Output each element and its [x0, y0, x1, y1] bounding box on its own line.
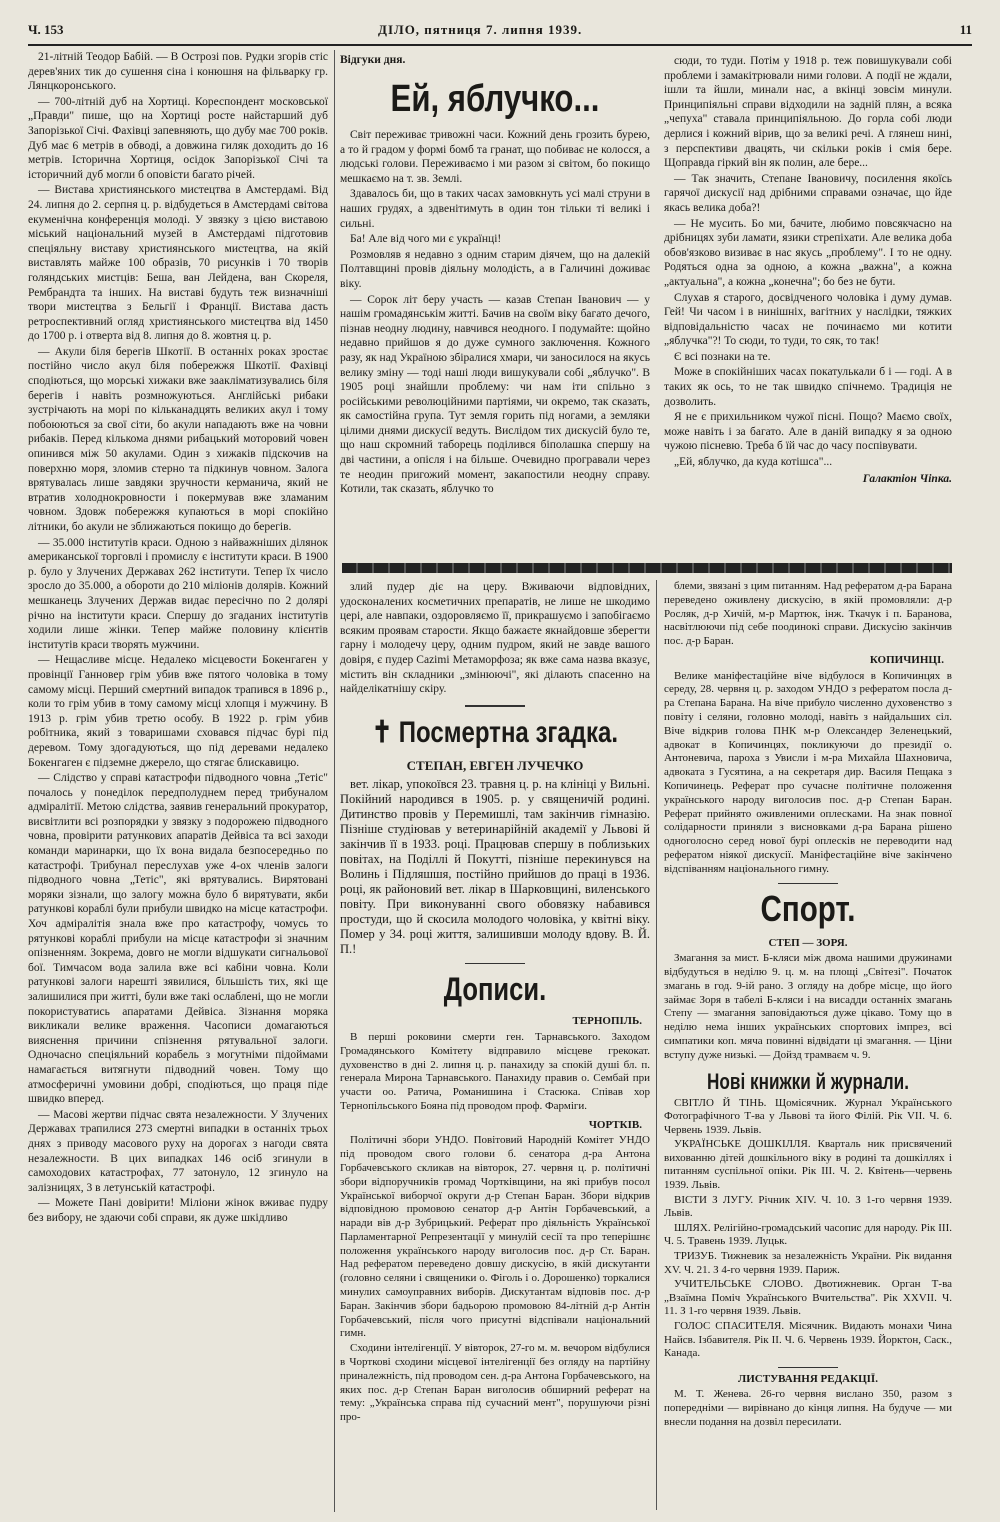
news-item: — Акули біля берегів Шкотії. В останніх роках зростає постійно число акул біля побережжя Шкотії. Фахівці сподіються, що морські хижаки вже заакліматизувались біля берегів і навіть розмножуються. Англійські рибаки зустрічають на морі по кільканадцять великих акул і тому побоюються за свої сіти, бо акули нападають вже на човни рибаків. Перед кількома днями рибацький моторовий човен опинився між 50 акулами. Один з хижаків підскочив на поверхню моря, зломив стерно та підкинув човном. Залога врятувалась лише завдяки зручности керманича, який не втратив холоднокровности і покермував вже зламаним човном. Здовж побережжя купаються в морі спокійно літники, бо акули не зближаються покищо до берегів.: [28, 345, 328, 533]
page-header: [28, 22, 972, 42]
feuilleton-label: Відгуки дня.: [340, 54, 406, 66]
column-divider: [334, 50, 335, 1512]
book-entry: ВІСТИ З ЛУГУ. Річник XIV. Ч. 10. З 1-го червня 1939. Львів.: [664, 1193, 952, 1220]
news-item: — Слідство у справі катастрофи підводного човна „Тетіс" почалось у понеділок передполуднем перед трибуналом адміралітії. Метою слідства, заявив генеральний прокуратор, висвітлити всі розпорядки у звязку з подорожею підводного човна, провірити ратункових апаратів Дейвіса та всі заходи команди маринарки, що їх вона видала безпосередньо по катастрофі. Трибунал переслухав уже 4-ох членів залоги підводного човна „Тетіс", які врятувались. Вирятовані моряки зізнали, що залогу можна було б вирятувати, якби ратункові кораблі були прибули швидко на місце катастрофи. Хоч адміралітія знала вже про катастрофу, чомусь то рятункові кораблі прибули на місце катастрофи зі значним опізненням. Зокрема, довго не могли відшукати сигнальової бої. Тимчасом вода залила вже всі кабіни човна. Коли ратункові залоги нарешті зявилися, більшість тих, які ще залишилися при житті, були вже такі ослаблені, що не могли покористуватись апаратами Дейвіса. Зізнання моряка викликали велике враження. Часописи домагаються вияснення причини спізнення рятувальної залоги. Одночасно спеціяльний корабель з могутніми підоймами намагається витягнути підводний човен. Тому що атмосферичні умовини добрі, сподіються, що праця піде швидко вперед.: [28, 772, 328, 1106]
place-kopychyntsi: КОПИЧИНЦІ.: [869, 653, 944, 666]
sport-title: Спорт.: [760, 887, 856, 929]
divider: [465, 705, 525, 707]
book-entry: СВІТЛО Й ТІНЬ. Щомісячник. Журнал Українського Фотографічного Т-ва у Львові та його Філій. Рік VII. Ч. 6. Червень 1939. Львів.: [664, 1096, 952, 1136]
cross-icon: ✝: [372, 714, 393, 750]
news-item: — Масові жертви підчас свята незалежности. У Злучених Державах трапилися 273 смертні випадки в останніх трьох днях з приводу масового руху на дорогах з нагоди свята незалежности. В цих випадках 146 осіб згинули в самоходових катастрофах, 77 затонуло, 12 згинуло на залізницях, 3 в летунській катастрофі.: [28, 1108, 328, 1194]
paragraph: Слухав я старого, досвідченого чоловіка і думу думав. Гей! Чи часом і в нинішніх, вагітних у наслідки, тяжких відповідальністю часах не починаємо ми котити „яблучка"?! То сюди, то туди, то сяк, то так!: [664, 291, 952, 348]
report-chortkiv: Політичні збори УНДО. Повітовий Народній Комітет УНДО під проводом свого голови б. сенатора д-ра Антона Горбачевського скликав на вівторок, 27. червня ц. р. політичні збори відпоручників громад Чортківщини, на які прибув посол Української виборчої округи д-р Степан Баран. Збори відкрив відповідною промовою сенатор д-р Антін Горбачевський, а наради вів д-р Зубрицький. Реферат про діяльність Української Парламентарної Репрезентації у минулій сесії та про теперішнє положення українського народу виголосив пос. д-р Ст. Баран. Над рефератом переведено довшу дискусію, в якій дискутанти (головно селяни і священики о. Фіголь і о. Дорошенко) торкалися минулих самоуправних виборів. Дискутантам відповів пос. д-р Баран. Закінчив збори бадьорою промовою 84-літній д-р Антін Горбачевський, після чого присутні відспівали національний гимн.: [340, 1134, 650, 1340]
news-item: — 700-літній дуб на Хортиці. Кореспондент московської „Правди" пише, що на Хортиці росте найстарший дуб Запорізької Січі. Фахівці запевняють, що дубу має 700 років. Дуб має 6 метрів в обводі, а довжина гиляк доходить до 16 метрів. Історична Хортиця, осідок Запорізької Січі та історичний дуб могли б оповісти багато річей.: [28, 95, 328, 181]
ad-text: злий пудер діє на церу. Вживаючи відповідних, удосконалених косметичних препаратів, не лише не шкодимо цері, але навпаки, оздоровляємо її, прикрашуємо і запобігаємо всяким проявам старости. Якщо бажаєте якнайдовше зберегти гарну і молодечу церу, одним пудром, який не завде вашого довіря, є пудер Cazimi Метаморфоза; як вже сама назва вказує, містить він складники „змінюючі", які ділають спасенно на найделікатнішу скіру.: [340, 581, 650, 696]
news-item: — Вистава християнського мистецтва в Амстердамі. Від 24. липня до 2. серпня ц. р. відбудеться в Амстердамі світова екуменічна конференція молоді. У звязку з цією виставою міський національний музей в Амстердамі підготовив спеціяльну виставу християнського мистецтва, на якій виставлять майже 100 образів, 70 рисунків і 70 творів голяндських мистців: Беша, ван Лейдена, ван Скореля, Рембрандта та інших. На виставі будуть теж визначніші твори мистецтва з Бельгії і Франції. Вистава дасть ретроспективний огляд християнського мистецтва від 1450 до 1700 р. і отверта від 8. липня до 8. жовтня ц. р.: [28, 184, 328, 343]
masthead-date: ДІЛО, пятниця 7. липня 1939.: [378, 22, 583, 37]
paragraph: Здавалось би, що в таких часах замовкнуть усі малі струни в наших грудях, а здвенітимуть в один тон тільки ті великі і сильні.: [340, 188, 650, 230]
dopysy-title: Дописи.: [443, 971, 547, 1008]
paragraph: — Не мусить. Бо ми, бачите, любимо повсякчасно на дрібницях зуби ламати, язики стрепіхати. Але велика доба обов'язково визиває в нас якусь „проблему". І то не одну. Родяться одна за одною, а кожна „важна", а кожна „актуальна", а кожна „конечна"; бо без не бути.: [664, 217, 952, 288]
paragraph: Світ переживає тривожні часи. Кожний день грозить бурею, а то й градом у формі бомб та гранат, що побиває не колосся, а людські голови. Переживаємо і ми разом зі світом, бо покищо мешкаємо на т. зв. Землі.: [340, 129, 650, 185]
report-continued: блеми, звязані з цим питанням. Над рефератом д-ра Барана переведено оживлену дискусію, в якій промовляли: д-р Росляк, д-р Хичій, м-р Мартюк, інж. Ткачук і п. Баранова, насвітлюючи під себе поодинокі справи. Дискусію закінчив пос. д-р Баран.: [664, 580, 952, 648]
book-entry: ШЛЯХ. Релігійно-громадський часопис для народу. Рік III. Ч. 5. Травень 1939. Луцьк.: [664, 1221, 952, 1248]
letters-text: М. Т. Женева. 26-го червня вислано 350, разом з попередніми — вирівнано до кінця липня. На будуче — ми внесли подання на дозвіл пересилати.: [664, 1388, 952, 1428]
column-divider: [656, 580, 657, 1510]
news-item: — Можете Пані довірити! Міліони жінок вживає пудру без вибору, не здаючи собі справи, як дуже шкідливо: [28, 1197, 328, 1224]
news-item: — Нещасливе місце. Недалеко місцевости Бокенгаген у провінції Ганновер грім убив вже пятого чоловіка в тому самому місці. Перший смертний випадок трапився в 1896 р., коли то грім убив в тому самому місці хлопця і мужчину. В 1913 р. грім убив третю особу. В 1922 р. грім убив робітника, який з товаришами сховався підчас бурі під деревом. Тому здогадуються, що під деревами недалеко Бокенгаген є підземне джерело, що стягає блискавицю.: [28, 654, 328, 769]
place-ternopil: ТЕРНОПІЛЬ.: [572, 1015, 642, 1028]
paragraph: „Ей, яблучко, да куда котішса"...: [674, 456, 833, 469]
feuilleton-right: [664, 54, 952, 560]
author-signature: Галактіон Чіпка.: [862, 472, 952, 485]
obituary-title-row: [371, 713, 619, 753]
divider: [465, 963, 525, 964]
paragraph: Я не є прихильником чужої пісні. Пощо? Маємо своїх, може навіть і за багато. Але в даній випадку я за одною чужою пісневю. Треба б їй час до часу поспівувати.: [664, 411, 952, 453]
book-entry: УКРАЇНСЬКЕ ДОШКІЛЛЯ. Кварталь ник присвячений вихованню дітей дошкільного віку в родині та дошкіллях і питанням суспільної опіки. Рік III. Ч. 2. Квітень—червень 1939. Львів.: [664, 1138, 952, 1192]
paragraph: — Сорок літ беру участь — казав Степан Іванович — у нашім громадянськім житті. Бачив на своїм віку багато дечого, пізнав неодну людину, навчився неодного. І подумайте: щойно недавно прийшов я до дуже сумного заключення. Кожного разу, як над Україною збіралися хмари, чи заносилося на якусь велику зміну — тоді наші люди вишукували собі „яблучко". В 1905 році знайшли проблему: чи нам іти спільно з російськими революційними партіями, чи окремо, так сказать, як самостійна група. Тут земля горить під ногами, а земляки цілими днями дискусії ведуть. Вислідом тих дискусій було те, що наш скромний таборець поділився біполашка спершу на дві частини, а опісля і на більше. Очевидно програвали через те неодин пригожий момент, закапостили неодну справу. Котили, так сказать, яблучко то: [340, 293, 650, 496]
book-entry: УЧИТЕЛЬСЬКЕ СЛОВО. Двотижневик. Орган Т-ва „Взаїмна Поміч Українського Вчительства". Рік XXVII. Ч. 11. З 1-го червня 1939. Львів.: [664, 1278, 952, 1318]
report-ternopil: В перші роковини смерти ген. Тарнавського. Заходом Громадянського Комітету відправило місцеве грекокат. духовенство в дні 2. липня ц. р. панахиду за спокій душі бл. п. генерала Мирона Тарнавського. Панахиду правив о. Сембай при участи оо. Ратича, Романишина і Стасюка. Співав хор Тернопільського Бояна під проводом проф. Фарміги.: [340, 1030, 650, 1112]
sport-subtitle: СТЕП — ЗОРЯ.: [768, 936, 848, 949]
place-chortkiv: ЧОРТКІВ.: [588, 1118, 642, 1131]
paragraph: Ба! Але від чого ми є українці!: [350, 233, 502, 246]
news-item: — 35.000 інститутів краси. Одною з найважніших ділянок американської торговлі і промислу є інститути краси. В 1900 р. було у Злучених Державах 262 інститути. Тепер їх число зросло до 35.000, а обороти до 210 міліонів долярів. Кожний мешканець Злучених Держав видає пересічно по 2 долярі річно на інститути краси. Спершу до згаданих інститутів ходили лише жінки. Тепер майже половину клієнтів інститутів краси творять мужчини.: [28, 536, 328, 651]
paragraph: — Так значить, Степане Івановичу, посилення якоїсь гарячої дискусії над дрібними справами означає, що йде якась велика доба?!: [664, 172, 952, 214]
obituary-title: Посмертна згадка.: [398, 715, 618, 749]
paragraph: сюди, то туди. Потім у 1918 р. теж повишукували собі проблеми і замакітрювали ними голови. А події не ждали, ішли та йшли, минали нас, а вкінці зовсім минули. Принципіяльні справи відходили на задній плян, а всяка „чепуха" ставала принципіяльною. До горла собі люди дерлися і кожний вірив, що за великі речі. А глянеш нині, з перспективи двацять, чи скільки років і смія бере. Щоправда гіркий він як полин, але бере...: [664, 55, 952, 170]
column-middle: [340, 580, 650, 1510]
divider: [778, 883, 838, 884]
paragraph: Розмовляв я недавно з одним старим діячем, що на далекій Полтавщині провів діяльну молодість, а в Галичині доживає віку.: [340, 248, 650, 290]
report-kopychyntsi: Велике маніфестаційне віче відбулося в Копичинцях в середу, 28. червня ц. р. заходом УНДО з рефератом посла д-ра Степана Барана. На віче прибуло численно духовенство з повіту і селяни, головно молоді, навіть з найдальших сіл. Віче відкрив голова ПНК м-р Олександер Зеленецький, адвокат в Копичинцях, покликуючи до президії о. Антоневича, пароха з Увисли і м-ра Михайла Шахновича, адвоката з Гусятина, а на секретаря дир. Василя Пещака з Копичинець. Реферат про сучасне політичне положення українського народу виголосив пос. д-р Степан Баран. Реферат прийнято оживленими оплесками. На знак повної солідарности приняли з висновками д-ра Барана рішено одноголосно серед нової бурі оплесків не переводити над рефератом ніякої дискусії. Маніфестаційне віче закінчено відспіванням національного гимну.: [664, 669, 952, 875]
paragraph: Може в спокійніших часах покатулькали б і — годі. А в таких як ось, то не так швидко спічнемо. Традиція не дозволить.: [664, 366, 952, 408]
report-chortkiv-2: Сходини інтелігенції. У вівторок, 27-го м. м. вечором відбулися в Чорткові сходини місцевої інтелігенції без огляду на партійну приналежність, під проводом сен. д-ра Антона Горбачевського, на яких пос. д-р Степан Баран виголосив обширний реферат на тему: „Українська справа під сучасний мент", порушуючи різні про-: [340, 1342, 650, 1424]
paragraph: Є всі познаки на те.: [674, 350, 771, 363]
section-band: [342, 563, 952, 573]
obituary-text: вет. лікар, упокоївся 23. травня ц. р. на клініці у Вильні. Покійний народився в 1905. р. у священичій родині. Дитинство провів у Перемишлі, там закінчив гімназію. Пізніше студіював у ветеринарійній академії у Львові й закінчив її в 1933. році. Працював спершу в поблизьких повітах, на Поділлі й Покутті, пізніше перекинувся на Волинь і Підляшшя, постійно прийшов до праці в 1936. році, як районовий вет. лікар в Шарковщині, виленського повіту. При виконуванні свого обовязку набавився простуди, що й скосила молодого чоловіка, у квітні віку. Помер у 34. році життя, залишивши молоду вдову. В. Й. П.!: [340, 777, 650, 957]
letters-title: ЛИСТУВАННЯ РЕДАКЦІЇ.: [738, 1372, 878, 1385]
book-entry: ГОЛОС СПАСИТЕЛЯ. Місячник. Видають монахи Чина Найсв. Ізбавителя. Рік II. Ч. 6. Червень 1939. Йорктон, Саск., Канада.: [664, 1320, 952, 1360]
divider: [778, 1367, 838, 1368]
column-right: [664, 580, 952, 1510]
header-rule: [28, 44, 972, 46]
feuilleton-title: Ей, яблучко...: [390, 78, 600, 120]
sport-text: Змагання за мист. Б-кляси між двома нашими дружинами відбудуться в неділю 9. ц. м. на площі „Світезі". Початок змагань в год. 9-ій рано. З огляду на добре місце, що його займає Зоря в табелі Б-кляси і на висадди останніх змагань Степу — змагання заповідаються дуже цікаво. Тому що в неділю нема інших українських спортових імпрез, всі симпатики коп. мяча повинні відвідати ці змагання. — Ціни вступу дуже низькі. — Дойзд трамваєм ч. 9.: [664, 952, 952, 1061]
page-number: 11: [959, 22, 972, 37]
books-title: Нові книжки й журнали.: [707, 1068, 909, 1094]
obituary-name: СТЕПАН, ЕВГЕН ЛУЧЕЧКО: [406, 757, 584, 773]
issue-number: Ч. 153: [28, 22, 64, 37]
book-entry: ТРИЗУБ. Тижневик за незалежність України. Рік видання XV. Ч. 21. З 4-го червня 1939. Париж.: [664, 1250, 952, 1276]
column-news: [28, 50, 328, 1510]
news-item: 21-літній Теодор Бабій. — В Острозі пов. Рудки згорів стіс дерев'яних тик до сушення сіна і конюшня на фільварку гр. Лянцкоронського.: [28, 51, 328, 93]
feuilleton-left: [340, 128, 650, 558]
